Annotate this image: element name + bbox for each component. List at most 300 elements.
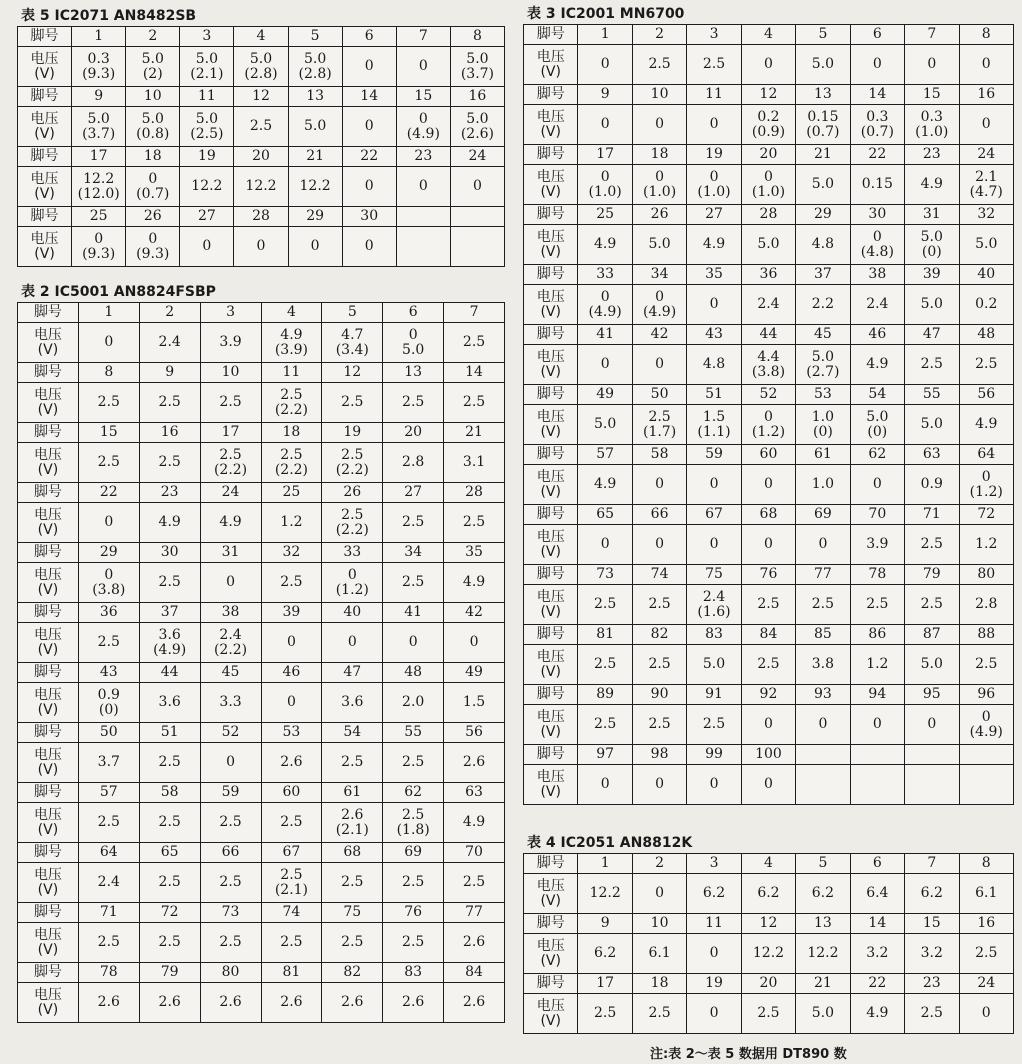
voltage-value-cell: 4.9 xyxy=(850,345,904,385)
pin-row xyxy=(524,505,1014,525)
pin-number-cell: 4 xyxy=(741,25,795,45)
pin-label-cell: 脚号 xyxy=(18,483,79,503)
pin-row xyxy=(524,145,1014,165)
voltage-value-cell: 2.5 (2.2) xyxy=(261,383,322,423)
voltage-value-cell: 0 xyxy=(200,563,261,603)
pin-number-cell: 65 xyxy=(578,505,632,525)
pin-number-cell xyxy=(396,207,450,227)
pin-number-cell: 24 xyxy=(200,483,261,503)
voltage-value-cell: 5.0 (2.8) xyxy=(288,47,342,87)
voltage-value-cell: 5.0 (2.5) xyxy=(180,107,234,147)
voltage-value-cell: 2.5 xyxy=(261,563,322,603)
pin-row xyxy=(524,385,1014,405)
voltage-value-cell: 0 xyxy=(796,705,850,745)
pin-number-cell: 53 xyxy=(796,385,850,405)
voltage-value-cell: 4.9 xyxy=(687,225,741,265)
voltage-value-cell: 4.4 (3.8) xyxy=(741,345,795,385)
voltage-value-cell: 4.8 xyxy=(796,225,850,265)
voltage-value-cell: 0 xyxy=(850,45,904,85)
voltage-label-cell: 电压 (V) xyxy=(524,585,578,625)
voltage-value-cell: 0 xyxy=(261,623,322,663)
pin-number-cell: 20 xyxy=(383,423,444,443)
voltage-value-cell: 2.6 xyxy=(261,743,322,783)
voltage-row xyxy=(524,705,1014,745)
voltage-row xyxy=(524,105,1014,145)
pin-number-cell: 78 xyxy=(78,963,139,983)
voltage-label-cell: 电压 (V) xyxy=(524,705,578,745)
pin-number-cell: 6 xyxy=(850,25,904,45)
pin-number-cell: 1 xyxy=(578,854,632,874)
voltage-value-cell: 5.0 (3.7) xyxy=(450,47,504,87)
pin-number-cell: 7 xyxy=(396,27,450,47)
pin-number-cell: 45 xyxy=(200,663,261,683)
pin-number-cell: 10 xyxy=(200,363,261,383)
pin-number-cell: 13 xyxy=(796,914,850,934)
voltage-row xyxy=(524,465,1014,505)
voltage-label-cell: 电压 (V) xyxy=(18,623,79,663)
voltage-label-cell: 电压 (V) xyxy=(524,874,578,914)
pin-label-cell: 脚号 xyxy=(524,505,578,525)
voltage-value-cell: 0 xyxy=(578,105,632,145)
table-3-block xyxy=(523,4,1014,805)
voltage-value-cell: 6.1 xyxy=(959,874,1014,914)
pin-number-cell: 64 xyxy=(959,445,1014,465)
pin-number-cell: 20 xyxy=(741,974,795,994)
voltage-row xyxy=(524,405,1014,445)
pin-number-cell: 58 xyxy=(139,783,200,803)
voltage-value-cell: 0 (1.0) xyxy=(741,165,795,205)
pin-number-cell: 10 xyxy=(632,85,686,105)
voltage-value-cell: 4.9 xyxy=(444,563,505,603)
voltage-value-cell: 5.0 (2) xyxy=(126,47,180,87)
voltage-value-cell: 0.15 xyxy=(850,165,904,205)
pin-number-cell: 73 xyxy=(200,903,261,923)
pin-label-cell: 脚号 xyxy=(524,325,578,345)
voltage-label-cell: 电压 (V) xyxy=(18,563,79,603)
pin-number-cell: 31 xyxy=(200,543,261,563)
pin-number-cell: 14 xyxy=(342,87,396,107)
voltage-value-cell: 4.8 xyxy=(687,345,741,385)
voltage-value-cell: 0 xyxy=(78,323,139,363)
pin-number-cell: 30 xyxy=(342,207,396,227)
pin-number-cell: 27 xyxy=(687,205,741,225)
pin-row xyxy=(524,25,1014,45)
pin-number-cell: 98 xyxy=(632,745,686,765)
pin-number-cell: 72 xyxy=(959,505,1014,525)
pin-number-cell: 80 xyxy=(959,565,1014,585)
pin-number-cell: 38 xyxy=(850,265,904,285)
pin-number-cell: 8 xyxy=(450,27,504,47)
voltage-value-cell: 2.5 xyxy=(139,443,200,483)
pin-number-cell: 21 xyxy=(796,974,850,994)
pin-number-cell: 35 xyxy=(687,265,741,285)
pin-number-cell: 17 xyxy=(578,974,632,994)
pin-number-cell: 86 xyxy=(850,625,904,645)
pin-number-cell: 68 xyxy=(322,843,383,863)
pin-number-cell: 3 xyxy=(687,854,741,874)
pin-number-cell: 46 xyxy=(261,663,322,683)
voltage-value-cell: 2.5 xyxy=(444,863,505,903)
voltage-value-cell: 4.9 xyxy=(850,994,904,1034)
table-title: 表 4 IC2051 AN8812K xyxy=(527,835,693,851)
pin-row xyxy=(18,363,505,383)
pin-number-cell: 62 xyxy=(850,445,904,465)
voltage-value-cell: 2.5 xyxy=(383,383,444,423)
voltage-row xyxy=(18,167,505,207)
voltage-label-cell: 电压 (V) xyxy=(18,107,72,147)
pin-number-cell: 51 xyxy=(687,385,741,405)
voltage-value-cell: 0 (1.0) xyxy=(578,165,632,205)
voltage-value-cell: 2.6 xyxy=(444,743,505,783)
voltage-value-cell: 12.2 (12.0) xyxy=(72,167,126,207)
voltage-value-cell: 5.0 xyxy=(959,225,1014,265)
pin-number-cell: 10 xyxy=(126,87,180,107)
voltage-label-cell: 电压 (V) xyxy=(524,994,578,1034)
voltage-value-cell: 5.0 xyxy=(578,405,632,445)
voltage-value-cell: 2.5 xyxy=(741,585,795,625)
pin-number-cell: 62 xyxy=(383,783,444,803)
pin-number-cell: 32 xyxy=(261,543,322,563)
voltage-label-cell: 电压 (V) xyxy=(18,803,79,843)
voltage-value-cell: 2.5 (2.2) xyxy=(200,443,261,483)
table-2-block xyxy=(17,282,505,1023)
pin-number-cell: 53 xyxy=(261,723,322,743)
voltage-value-cell: 0 xyxy=(632,765,686,805)
pin-number-cell: 33 xyxy=(322,543,383,563)
pin-row xyxy=(524,974,1014,994)
voltage-value-cell: 0 xyxy=(342,107,396,147)
pin-number-cell xyxy=(850,745,904,765)
voltage-value-cell: 2.5 (2.2) xyxy=(322,503,383,543)
voltage-row xyxy=(524,585,1014,625)
voltage-value-cell: 2.5 (1.8) xyxy=(383,803,444,843)
pin-number-cell: 61 xyxy=(322,783,383,803)
pin-row xyxy=(18,483,505,503)
voltage-table xyxy=(17,302,505,1023)
pin-number-cell: 26 xyxy=(322,483,383,503)
pin-number-cell: 9 xyxy=(139,363,200,383)
voltage-row xyxy=(524,345,1014,385)
voltage-value-cell: 2.4 xyxy=(139,323,200,363)
voltage-value-cell: 4.9 xyxy=(905,165,959,205)
pin-number-cell: 18 xyxy=(126,147,180,167)
pin-number-cell: 66 xyxy=(632,505,686,525)
voltage-value-cell: 0 xyxy=(905,705,959,745)
voltage-label-cell: 电压 (V) xyxy=(18,743,79,783)
pin-number-cell: 94 xyxy=(850,685,904,705)
voltage-value-cell: 0 xyxy=(396,47,450,87)
pin-number-cell: 11 xyxy=(687,914,741,934)
pin-number-cell: 21 xyxy=(444,423,505,443)
pin-number-cell: 13 xyxy=(383,363,444,383)
voltage-value-cell: 2.5 xyxy=(234,107,288,147)
pin-number-cell: 64 xyxy=(78,843,139,863)
voltage-value-cell: 0 xyxy=(342,47,396,87)
pin-number-cell: 75 xyxy=(687,565,741,585)
pin-number-cell: 2 xyxy=(632,25,686,45)
voltage-value-cell: 3.2 xyxy=(905,934,959,974)
pin-number-cell: 52 xyxy=(200,723,261,743)
voltage-label-cell: 电压 (V) xyxy=(524,165,578,205)
voltage-value-cell xyxy=(450,227,504,267)
voltage-value-cell: 0 (3.8) xyxy=(78,563,139,603)
pin-number-cell: 6 xyxy=(342,27,396,47)
pin-number-cell: 16 xyxy=(450,87,504,107)
pin-number-cell: 21 xyxy=(288,147,342,167)
voltage-value-cell: 0 xyxy=(444,623,505,663)
voltage-value-cell: 5.0 (0) xyxy=(850,405,904,445)
pin-number-cell: 89 xyxy=(578,685,632,705)
pin-number-cell: 3 xyxy=(687,25,741,45)
voltage-value-cell: 2.5 xyxy=(322,863,383,903)
voltage-value-cell: 12.2 xyxy=(234,167,288,207)
table-title: 表 3 IC2001 MN6700 xyxy=(527,6,685,22)
pin-number-cell: 69 xyxy=(796,505,850,525)
voltage-value-cell: 2.5 xyxy=(200,863,261,903)
pin-number-cell: 54 xyxy=(850,385,904,405)
voltage-row xyxy=(18,743,505,783)
voltage-value-cell: 2.5 xyxy=(139,803,200,843)
pin-label-cell: 脚号 xyxy=(18,783,79,803)
voltage-value-cell: 2.5 xyxy=(959,645,1014,685)
voltage-value-cell: 0 xyxy=(234,227,288,267)
pin-number-cell: 11 xyxy=(687,85,741,105)
voltage-value-cell: 0 xyxy=(741,465,795,505)
voltage-value-cell: 0 xyxy=(687,465,741,505)
pin-number-cell: 1 xyxy=(72,27,126,47)
pin-number-cell: 81 xyxy=(261,963,322,983)
pin-number-cell: 97 xyxy=(578,745,632,765)
voltage-value-cell: 2.5 xyxy=(632,645,686,685)
voltage-value-cell: 2.5 xyxy=(78,443,139,483)
pin-number-cell: 44 xyxy=(139,663,200,683)
pin-label-cell: 脚号 xyxy=(18,303,79,323)
pin-number-cell: 16 xyxy=(139,423,200,443)
pin-number-cell: 65 xyxy=(139,843,200,863)
pin-number-cell: 14 xyxy=(444,363,505,383)
pin-number-cell: 57 xyxy=(578,445,632,465)
voltage-value-cell: 0 (4.8) xyxy=(850,225,904,265)
voltage-value-cell: 2.4 (1.6) xyxy=(687,585,741,625)
pin-row xyxy=(18,663,505,683)
pin-number-cell: 7 xyxy=(905,854,959,874)
voltage-value-cell: 0 xyxy=(78,503,139,543)
voltage-value-cell: 2.8 xyxy=(959,585,1014,625)
pin-number-cell: 17 xyxy=(72,147,126,167)
pin-number-cell: 82 xyxy=(322,963,383,983)
voltage-value-cell xyxy=(850,765,904,805)
pin-label-cell: 脚号 xyxy=(18,843,79,863)
voltage-row xyxy=(18,503,505,543)
pin-label-cell: 脚号 xyxy=(524,85,578,105)
pin-number-cell: 24 xyxy=(450,147,504,167)
pin-number-cell: 91 xyxy=(687,685,741,705)
voltage-value-cell: 2.5 xyxy=(578,645,632,685)
voltage-value-cell: 0 xyxy=(632,465,686,505)
voltage-label-cell: 电压 (V) xyxy=(524,225,578,265)
pin-label-cell: 脚号 xyxy=(18,543,79,563)
voltage-value-cell: 2.5 xyxy=(905,994,959,1034)
voltage-value-cell: 0 xyxy=(342,227,396,267)
pin-number-cell: 9 xyxy=(578,914,632,934)
voltage-value-cell: 6.2 xyxy=(905,874,959,914)
voltage-value-cell: 0 5.0 xyxy=(383,323,444,363)
voltage-value-cell: 4.9 xyxy=(578,465,632,505)
pin-row xyxy=(18,723,505,743)
voltage-value-cell: 0 (1.2) xyxy=(741,405,795,445)
voltage-row xyxy=(524,165,1014,205)
voltage-row xyxy=(18,983,505,1023)
voltage-row xyxy=(18,47,505,87)
voltage-value-cell: 4.9 xyxy=(200,503,261,543)
voltage-row xyxy=(524,645,1014,685)
pin-number-cell xyxy=(959,745,1014,765)
voltage-value-cell: 5.0 (2.7) xyxy=(796,345,850,385)
voltage-value-cell: 0 (1.2) xyxy=(959,465,1014,505)
voltage-value-cell: 2.4 xyxy=(78,863,139,903)
pin-number-cell: 76 xyxy=(383,903,444,923)
voltage-value-cell: 2.5 xyxy=(139,743,200,783)
pin-number-cell: 22 xyxy=(342,147,396,167)
voltage-value-cell: 12.2 xyxy=(288,167,342,207)
voltage-row xyxy=(18,443,505,483)
pin-number-cell: 83 xyxy=(383,963,444,983)
voltage-table xyxy=(523,853,1014,1034)
voltage-value-cell: 2.5 xyxy=(383,743,444,783)
pin-row xyxy=(18,303,505,323)
pin-number-cell: 74 xyxy=(632,565,686,585)
pin-label-cell: 脚号 xyxy=(18,963,79,983)
voltage-row xyxy=(524,225,1014,265)
voltage-value-cell: 0 xyxy=(578,45,632,85)
voltage-value-cell: 0 xyxy=(959,105,1014,145)
pin-number-cell: 14 xyxy=(850,914,904,934)
pin-number-cell: 3 xyxy=(180,27,234,47)
voltage-row xyxy=(524,45,1014,85)
pin-number-cell: 58 xyxy=(632,445,686,465)
voltage-value-cell: 1.5 xyxy=(444,683,505,723)
pin-number-cell: 82 xyxy=(632,625,686,645)
voltage-value-cell: 0 (4.9) xyxy=(578,285,632,325)
voltage-value-cell: 0 xyxy=(687,934,741,974)
pin-number-cell: 13 xyxy=(288,87,342,107)
pin-number-cell: 16 xyxy=(959,85,1014,105)
voltage-value-cell: 2.4 xyxy=(741,285,795,325)
voltage-table xyxy=(523,24,1014,805)
voltage-value-cell: 12.2 xyxy=(578,874,632,914)
voltage-value-cell: 3.7 xyxy=(78,743,139,783)
pin-number-cell: 74 xyxy=(261,903,322,923)
pin-number-cell: 40 xyxy=(959,265,1014,285)
voltage-value-cell: 2.5 xyxy=(959,345,1014,385)
pin-number-cell: 71 xyxy=(905,505,959,525)
pin-row xyxy=(524,685,1014,705)
voltage-value-cell: 2.5 xyxy=(632,994,686,1034)
voltage-value-cell: 4.9 (3.9) xyxy=(261,323,322,363)
pin-number-cell: 77 xyxy=(444,903,505,923)
pin-row xyxy=(524,85,1014,105)
pin-number-cell: 70 xyxy=(850,505,904,525)
voltage-value-cell: 0 xyxy=(342,167,396,207)
pin-number-cell: 28 xyxy=(444,483,505,503)
pin-number-cell: 30 xyxy=(139,543,200,563)
pin-number-cell: 19 xyxy=(322,423,383,443)
voltage-value-cell: 0 (0.7) xyxy=(126,167,180,207)
pin-number-cell: 15 xyxy=(78,423,139,443)
pin-number-cell: 28 xyxy=(741,205,795,225)
pin-row xyxy=(18,543,505,563)
voltage-value-cell: 2.5 xyxy=(741,645,795,685)
voltage-label-cell: 电压 (V) xyxy=(18,383,79,423)
voltage-row xyxy=(18,623,505,663)
voltage-row xyxy=(524,285,1014,325)
pin-number-cell: 9 xyxy=(72,87,126,107)
pin-number-cell: 72 xyxy=(139,903,200,923)
voltage-row xyxy=(18,803,505,843)
voltage-value-cell: 5.0 xyxy=(796,994,850,1034)
voltage-label-cell: 电压 (V) xyxy=(18,443,79,483)
voltage-value-cell: 0 xyxy=(632,874,686,914)
voltage-value-cell: 2.5 xyxy=(741,994,795,1034)
pin-number-cell: 28 xyxy=(234,207,288,227)
pin-number-cell: 29 xyxy=(796,205,850,225)
pin-number-cell: 20 xyxy=(234,147,288,167)
pin-number-cell: 33 xyxy=(578,265,632,285)
voltage-value-cell: 3.9 xyxy=(850,525,904,565)
voltage-value-cell: 2.5 xyxy=(905,585,959,625)
voltage-value-cell: 2.5 xyxy=(383,503,444,543)
voltage-value-cell: 4.9 xyxy=(139,503,200,543)
pin-number-cell: 11 xyxy=(180,87,234,107)
pin-number-cell: 45 xyxy=(796,325,850,345)
pin-label-cell: 脚号 xyxy=(18,147,72,167)
pin-number-cell: 51 xyxy=(139,723,200,743)
voltage-value-cell: 0 xyxy=(687,525,741,565)
voltage-value-cell: 0 (4.9) xyxy=(632,285,686,325)
pin-number-cell: 77 xyxy=(796,565,850,585)
voltage-value-cell: 5.0 (0) xyxy=(905,225,959,265)
voltage-value-cell: 0.3 (0.7) xyxy=(850,105,904,145)
voltage-label-cell: 电压 (V) xyxy=(524,45,578,85)
voltage-value-cell: 0 (4.9) xyxy=(396,107,450,147)
voltage-row xyxy=(18,227,505,267)
pin-label-cell: 脚号 xyxy=(524,385,578,405)
voltage-value-cell: 2.8 xyxy=(383,443,444,483)
voltage-label-cell: 电压 (V) xyxy=(524,345,578,385)
voltage-value-cell: 2.1 (4.7) xyxy=(959,165,1014,205)
voltage-value-cell: 5.0 xyxy=(632,225,686,265)
pin-label-cell: 脚号 xyxy=(18,723,79,743)
pin-number-cell: 71 xyxy=(78,903,139,923)
pin-label-cell: 脚号 xyxy=(524,914,578,934)
pin-number-cell: 23 xyxy=(905,145,959,165)
pin-number-cell: 57 xyxy=(78,783,139,803)
voltage-row xyxy=(18,863,505,903)
pin-label-cell: 脚号 xyxy=(524,745,578,765)
pin-number-cell: 67 xyxy=(261,843,322,863)
voltage-value-cell: 2.5 xyxy=(905,345,959,385)
voltage-value-cell: 0 xyxy=(578,765,632,805)
voltage-value-cell: 0 xyxy=(632,345,686,385)
pin-number-cell: 4 xyxy=(741,854,795,874)
pin-row xyxy=(18,843,505,863)
pin-number-cell: 59 xyxy=(200,783,261,803)
pin-number-cell: 15 xyxy=(905,914,959,934)
pin-label-cell: 脚号 xyxy=(18,363,79,383)
voltage-value-cell: 2.5 xyxy=(632,585,686,625)
pin-number-cell: 24 xyxy=(959,145,1014,165)
pin-number-cell: 66 xyxy=(200,843,261,863)
